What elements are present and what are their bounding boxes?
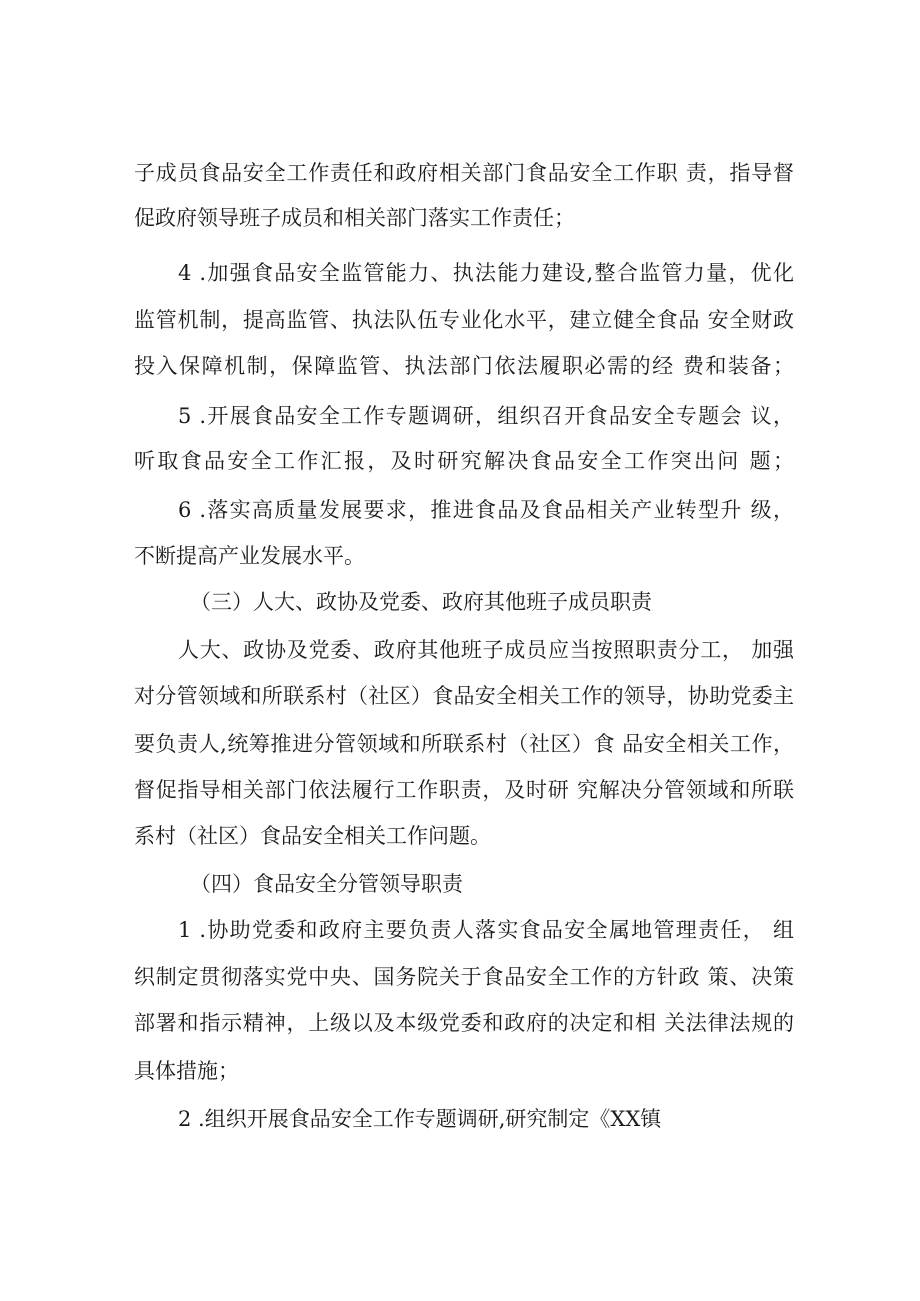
text-line: 具体措施； [134, 1059, 239, 1083]
text-line: 督促指导相关部门依法履行工作职责，及时研 究解决分管领域和所联 [134, 778, 794, 802]
list-item-1: 1 .协助党委和政府主要负责人落实食品安全属地管理责任， 组 [178, 918, 794, 942]
text-line: 要负责人,统筹推进分管领域和所联系村（社区）食 品安全相关工作， [134, 732, 794, 756]
list-item-5: 5 .开展食品安全工作专题调研，组织召开食品安全专题会 议， [178, 404, 794, 428]
text-line: 系村（社区）食品安全相关工作问题。 [134, 824, 491, 848]
section-heading-4: （四）食品安全分管领导职责 [190, 872, 463, 896]
text-line: 不断提高产业发展水平。 [134, 544, 365, 568]
section-heading-3: （三）人大、政协及党委、政府其他班子成员职责 [190, 590, 652, 614]
text-line: 部署和指示精神，上级以及本级党委和政府的决定和相 关法律法规的 [134, 1011, 794, 1035]
text-line: 听取食品安全工作汇报，及时研究解决食品安全工作突出问 题； [134, 449, 794, 473]
text-line: 监管机制，提高监管、执法队伍专业化水平，建立健全食品 安全财政 [134, 308, 794, 332]
text-line: 促政府领导班子成员和相关部门落实工作责任； [134, 206, 575, 230]
list-item-4: 4 .加强食品安全监管能力、执法能力建设,整合监管力量，优化 [178, 261, 794, 285]
text-line: 织制定贯彻落实党中央、国务院关于食品安全工作的方针政 策、决策 [134, 965, 794, 989]
paragraph-line: 人大、政协及党委、政府其他班子成员应当按照职责分工， 加强 [178, 638, 794, 662]
list-item-2: 2 .组织开展食品安全工作专题调研,研究制定《XX镇 [178, 1107, 662, 1131]
text-line: 投入保障机制，保障监管、执法部门依法履职必需的经 费和装备； [134, 354, 794, 378]
text-line: 子成员食品安全工作责任和政府相关部门食品安全工作职 责，指导督 [134, 161, 794, 185]
text-line: 对分管领域和所联系村（社区）食品安全相关工作的领导，协助党委主 [134, 684, 794, 708]
list-item-6: 6 .落实高质量发展要求，推进食品及食品相关产业转型升 级， [178, 498, 794, 522]
